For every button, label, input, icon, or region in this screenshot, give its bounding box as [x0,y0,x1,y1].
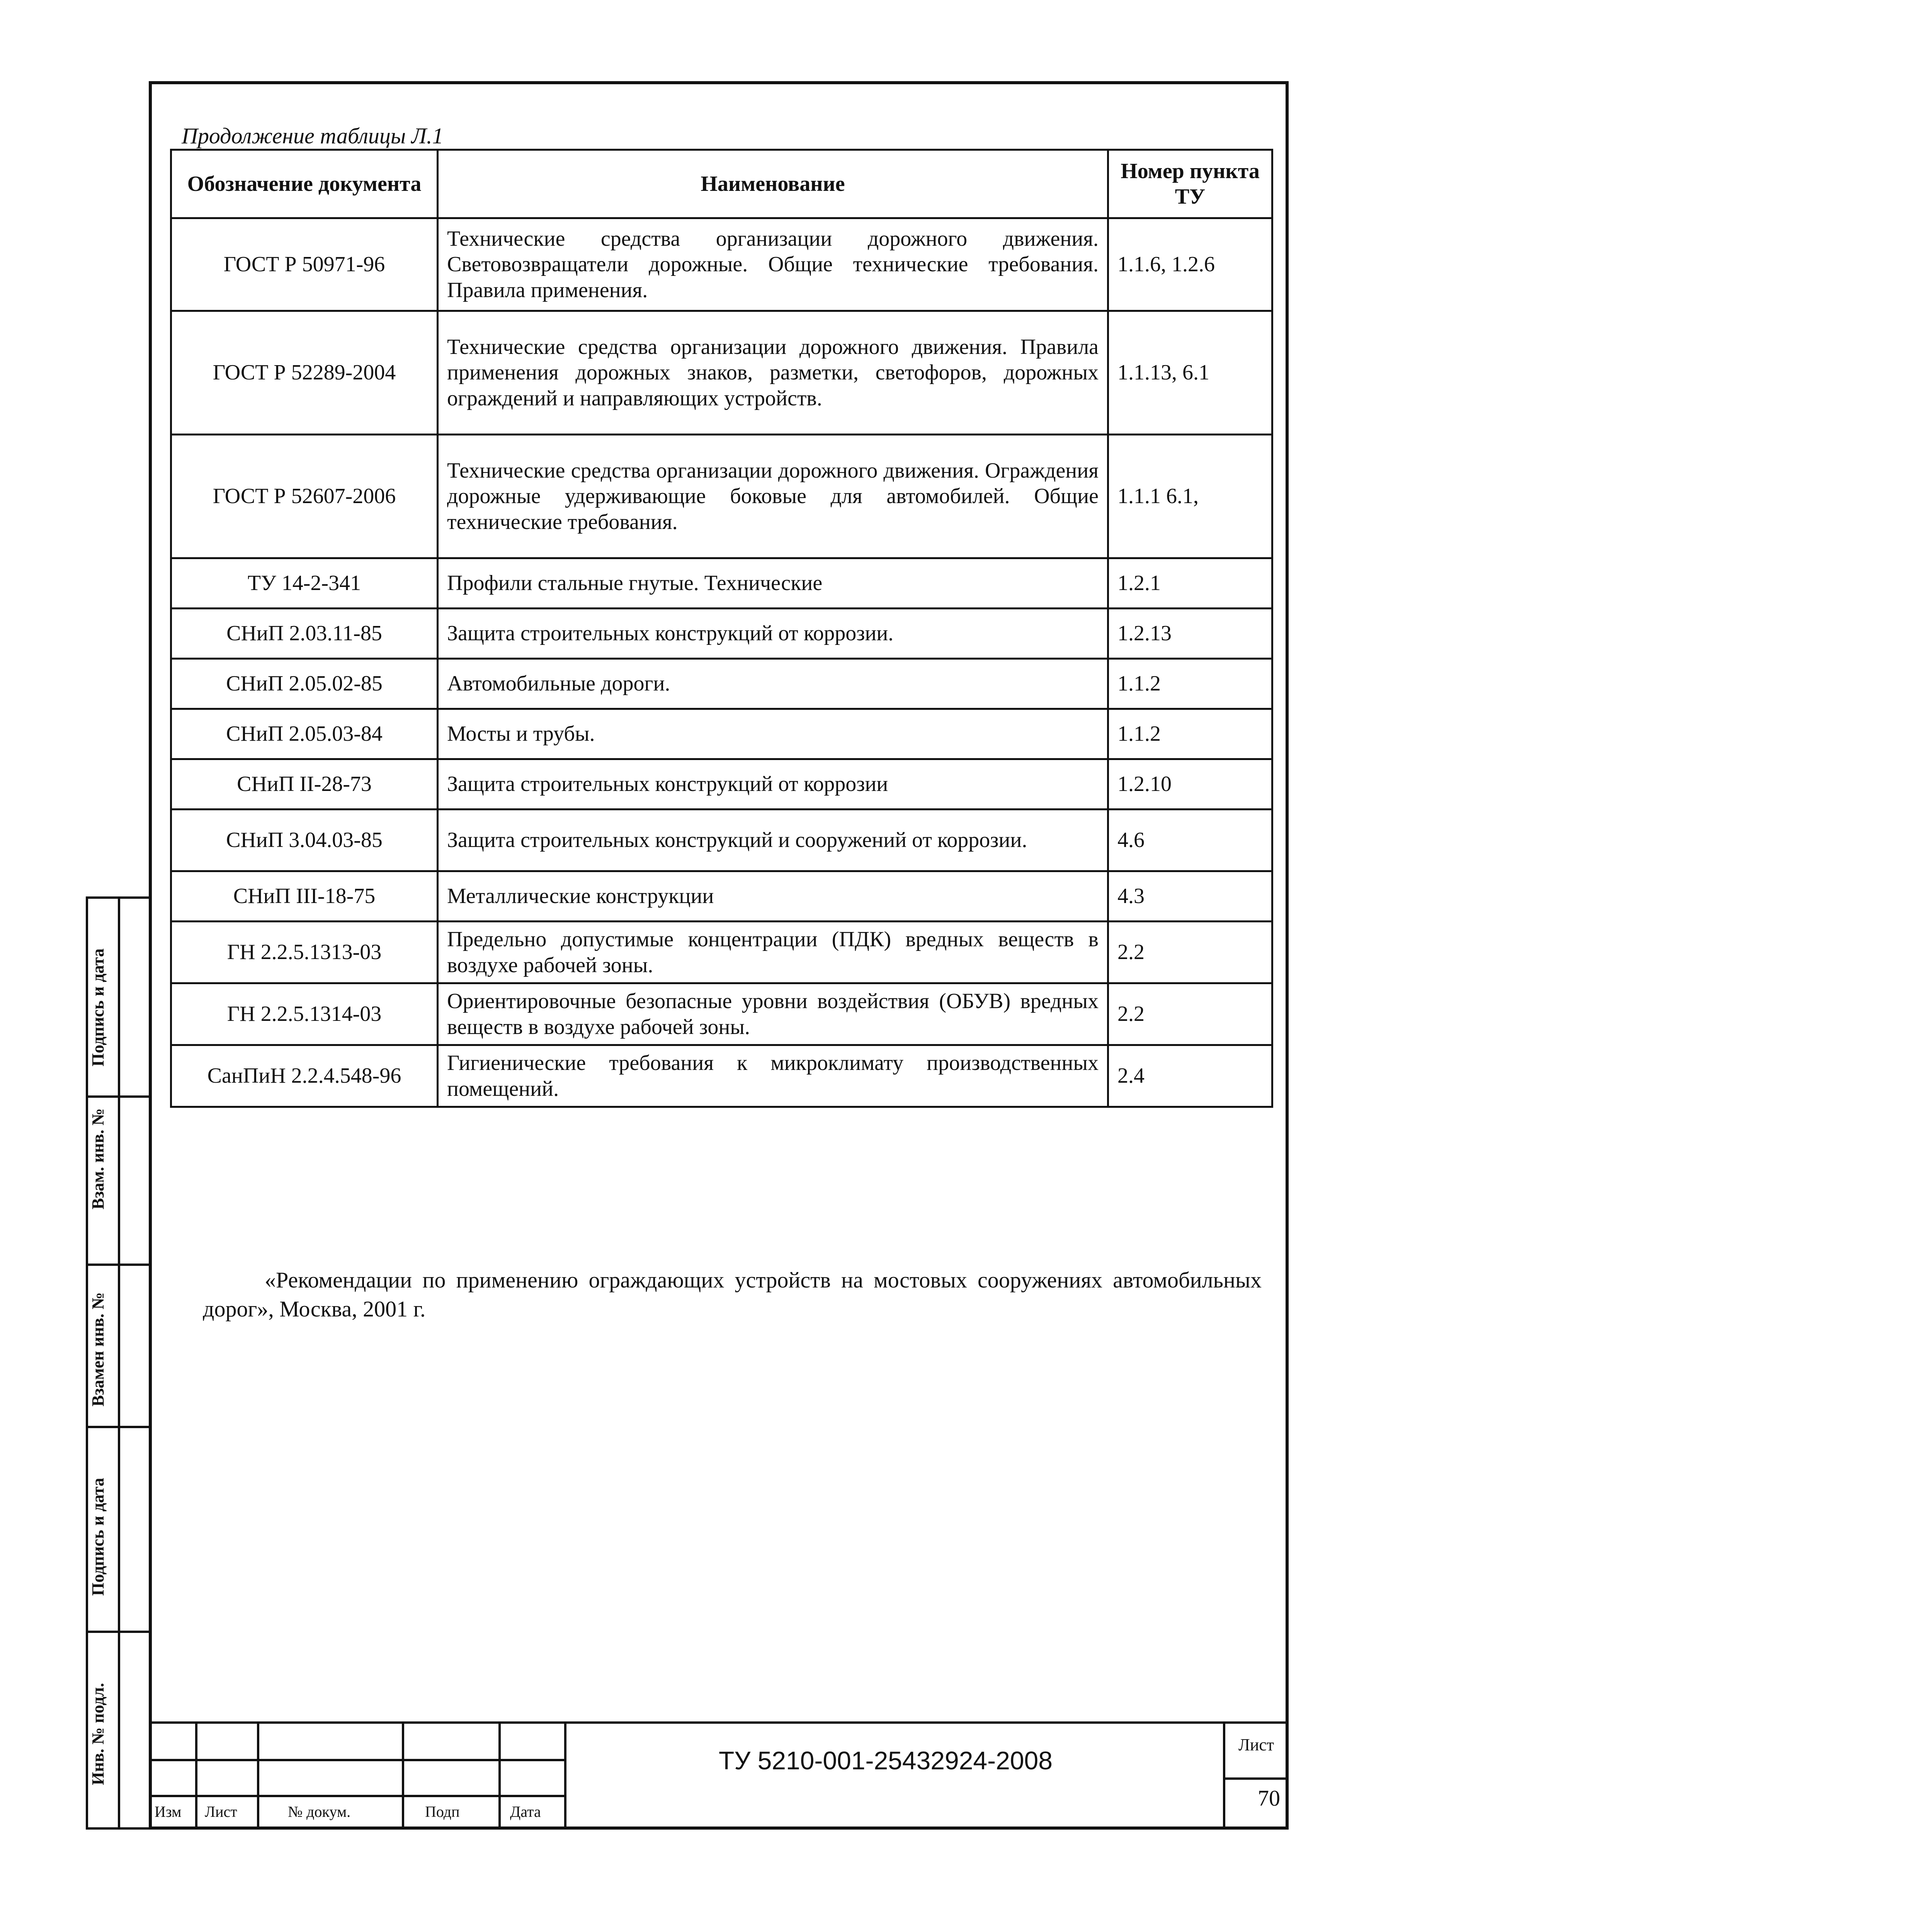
cell-ref: 1.1.2 [1108,709,1272,759]
strip-label-signature-2: Подпись и дата [88,1478,107,1596]
table-row [171,871,1272,922]
header-ref: Номер пункта ТУ [1108,150,1272,218]
table-row [171,759,1272,810]
cell-ref: 1.1.1 6.1, [1108,435,1272,558]
cell-ref: 2.4 [1108,1045,1272,1107]
table-row [171,435,1272,558]
header-code: Обозначение документа [171,150,438,218]
table-row [171,218,1272,311]
stamp-col-doc: № докум. [288,1803,351,1820]
sheet-label: Лист [1238,1735,1274,1754]
cell-ref: 1.2.1 [1108,558,1272,609]
cell-code: СанПиН 2.2.4.548-96 [171,1045,438,1107]
cell-ref: 2.2 [1108,983,1272,1045]
cell-name: Мосты и трубы. [438,709,1108,759]
table-row [171,1045,1272,1107]
stamp-col-izm: Изм [155,1803,182,1820]
cell-code: ГОСТ Р 52607-2006 [171,435,438,558]
recommendation-note: «Рекомендации по применению ограждающих устройств на мостовых сооружениях автомобильных дорог», Москва, 2001 г. [203,1267,1262,1322]
strip-separator [86,1631,151,1633]
table-row [171,311,1272,435]
strip-label-replace-inv: Взамен инв. № [88,1292,107,1406]
stamp-row-line [149,1795,566,1797]
strip-separator [86,1264,151,1266]
cell-name: Автомобильные дороги. [438,659,1108,709]
cell-ref: 1.2.10 [1108,759,1272,810]
header-name: Наименование [438,150,1108,218]
cell-name: Металлические конструкции [438,871,1108,922]
stamp-col-line [402,1721,404,1830]
stamp-col-sign: Подп [425,1803,460,1820]
stamp-col-line [564,1721,566,1830]
strip-separator [86,1095,151,1098]
cell-ref: 4.3 [1108,871,1272,922]
sheet-number: 70 [1258,1786,1280,1811]
cell-name: Защита строительных конструкций и сооружений от коррозии. [438,810,1108,871]
strip-label-signature-1: Подпись и дата [88,948,107,1066]
cell-code: СНиП III-18-75 [171,871,438,922]
strip-label-inv-original: Инв. № подл. [88,1683,107,1785]
cell-code: СНиП 2.05.02-85 [171,659,438,709]
binding-strip-divider [118,896,120,1830]
cell-name: Ориентировочные безопасные уровни воздействия (ОБУВ) вредных веществ в воздухе рабочей зоны. [438,983,1108,1045]
table-row [171,659,1272,709]
cell-code: ГН 2.2.5.1314-03 [171,983,438,1045]
table-row [171,810,1272,871]
table-row [171,709,1272,759]
stamp-col-line [195,1721,197,1830]
table-row [171,558,1272,609]
stamp-row-line [149,1759,566,1761]
stamp-sheet-line [1223,1777,1289,1780]
cell-name: Защита строительных конструкций от коррозии. [438,609,1108,659]
cell-name: Гигиенические требования к микроклимату производственных помещений. [438,1045,1108,1107]
table-row [171,983,1272,1045]
cell-name: Предельно допустимые концентрации (ПДК) вредных веществ в воздухе рабочей зоны. [438,922,1108,983]
references-table [170,149,1273,1108]
cell-ref: 4.6 [1108,810,1272,871]
stamp-col-line [498,1721,501,1830]
cell-code: ГОСТ Р 50971-96 [171,218,438,311]
stamp-col-line [257,1721,259,1830]
strip-label-dup-inv: Взам. инв. № [88,1108,107,1209]
cell-code: СНиП 2.05.03-84 [171,709,438,759]
strip-separator [86,1426,151,1428]
cell-name: Технические средства организации дорожного движения. Световозвращатели дорожные. Общие технические требования. Правила применения. [438,218,1108,311]
cell-code: ГН 2.2.5.1313-03 [171,922,438,983]
table-caption: Продолжение таблицы Л.1 [182,123,444,148]
cell-ref: 1.2.13 [1108,609,1272,659]
cell-code: СНиП 2.03.11-85 [171,609,438,659]
cell-code: СНиП II-28-73 [171,759,438,810]
table-row [171,922,1272,983]
document-designation: ТУ 5210-001-25432924-2008 [719,1746,1053,1775]
cell-ref: 1.1.2 [1108,659,1272,709]
table-header-row [171,150,1272,218]
cell-ref: 1.1.6, 1.2.6 [1108,218,1272,311]
cell-code: СНиП 3.04.03-85 [171,810,438,871]
cell-ref: 1.1.13, 6.1 [1108,311,1272,435]
cell-name: Технические средства организации дорожного движения. Ограждения дорожные удерживающие боковые для автомобилей. Общие технические требования. [438,435,1108,558]
stamp-col-date: Дата [510,1803,541,1820]
stamp-col-line [1223,1721,1225,1830]
stamp-top-line [149,1721,1289,1724]
stamp-col-list: Лист [205,1803,237,1820]
cell-name: Технические средства организации дорожного движения. Правила применения дорожных знаков, разметки, светофоров, дорожных ограждений и направляющих устройств. [438,311,1108,435]
cell-name: Защита строительных конструкций от коррозии [438,759,1108,810]
cell-name: Профили стальные гнутые. Технические [438,558,1108,609]
table-row [171,609,1272,659]
cell-code: ТУ 14-2-341 [171,558,438,609]
cell-code: ГОСТ Р 52289-2004 [171,311,438,435]
cell-ref: 2.2 [1108,922,1272,983]
